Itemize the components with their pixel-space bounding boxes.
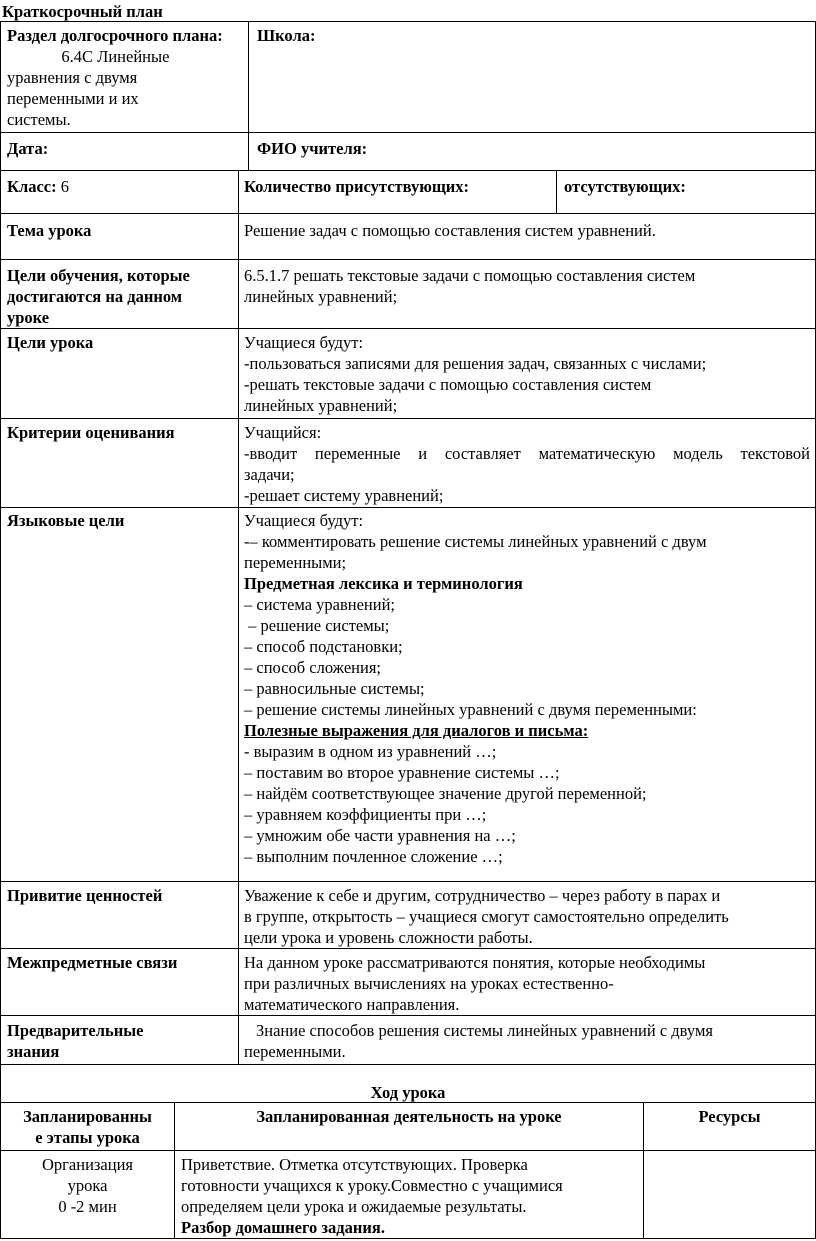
criteria-label: Критерии оценивания: [7, 423, 175, 442]
section-value-line: системы.: [7, 110, 71, 129]
table-rule: [0, 259, 816, 260]
phrase-item: – найдём соответствующее значение другой переменной;: [244, 784, 647, 803]
lexicon-item: – решение системы;: [244, 616, 390, 635]
table-rule: [0, 418, 816, 419]
prior-knowledge-text: [244, 1020, 713, 1062]
learning-goals-line: линейных уравнений;: [244, 287, 398, 306]
cross-links-label: Межпредметные связи: [7, 953, 178, 972]
phrase-item: – выполним почленное сложение …;: [244, 847, 503, 866]
criteria-text: [244, 422, 810, 506]
activity-cell: [181, 1154, 563, 1238]
class-value: 6: [60, 177, 69, 196]
absent-label: отсутствующих:: [564, 177, 686, 196]
section-value-line: 6.4С Линейные: [61, 47, 170, 66]
prior-knowledge-label-line: Предварительные: [7, 1021, 144, 1040]
lexicon-item: – равносильные системы;: [244, 679, 425, 698]
prior-knowledge-line: Знание способов решения системы линейных уравнений с двумя: [256, 1021, 713, 1040]
activity-line: определяем цели урока и ожидаемые результаты.: [181, 1197, 527, 1216]
cross-links-line: На данном уроке рассматриваются понятия, которые необходимы: [244, 953, 706, 972]
lexicon-item: – система уравнений;: [244, 595, 396, 614]
language-goal-line: -– комментировать решение системы линейных уравнений с двум: [244, 532, 707, 551]
class-cell: [7, 176, 69, 197]
criteria-line: Учащийся:: [244, 423, 322, 442]
table-rule: [0, 170, 816, 171]
planned-stages-header-line: е этапы урока: [35, 1128, 140, 1147]
criteria-line: -решает систему уравнений;: [244, 486, 444, 505]
lexicon-heading: Предметная лексика и терминология: [244, 574, 523, 593]
planned-activity-header: Запланированная деятельность на уроке: [256, 1107, 562, 1126]
planned-stages-header-line: Запланированны: [23, 1107, 152, 1126]
language-goals-label: Языковые цели: [7, 511, 125, 530]
phrase-item: – умножим обе части уравнения на …;: [244, 826, 516, 845]
language-goals-text: [244, 510, 810, 867]
language-goal-line: Учащиеся будут:: [244, 511, 364, 530]
phrase-item: – поставим во второе уравнение системы …;: [244, 763, 560, 782]
values-label: Привитие ценностей: [7, 886, 163, 905]
table-rule: [248, 21, 249, 170]
learning-goals-label-line: уроке: [7, 308, 50, 327]
activity-line: Приветствие. Отметка отсутствующих. Проверка: [181, 1155, 528, 1174]
learning-goals-label-line: достигаются на данном: [7, 287, 183, 306]
section-label: Раздел долгосрочного плана:: [7, 26, 223, 45]
activity-line: готовности учащихся к уроку.Совместно с учащимися: [181, 1176, 563, 1195]
table-rule: [0, 948, 816, 949]
resources-header: Ресурсы: [698, 1107, 761, 1126]
learning-goals-label-line: Цели обучения, которые: [7, 266, 190, 285]
school-label: Школа:: [257, 26, 316, 45]
lesson-goal-line: -пользоваться записями для решения задач, связанных с числами;: [244, 354, 707, 373]
phrase-item: - выразим в одном из уравнений …;: [244, 742, 497, 761]
present-label: Количество присутствующих:: [244, 177, 470, 196]
table-rule: [0, 213, 816, 214]
planned-stages-header: [1, 1106, 174, 1148]
lesson-goal-line: линейных уравнений;: [244, 396, 398, 415]
date-label: Дата:: [7, 139, 49, 158]
table-rule: [0, 1150, 816, 1151]
learning-goals-value: [244, 265, 695, 307]
table-rule: [0, 21, 816, 22]
stage-line: 0 -2 мин: [58, 1197, 117, 1216]
table-rule: [0, 1064, 816, 1065]
lesson-flow-heading: Ход урока: [370, 1083, 446, 1102]
lexicon-item: – решение системы линейных уравнений с двумя переменными:: [244, 700, 697, 719]
section-value-line: уравнения с двумя: [7, 68, 138, 87]
table-rule: [0, 881, 816, 882]
stage-cell: [1, 1154, 174, 1217]
learning-goals-line: 6.5.1.7 решать текстовые задачи с помощью составления систем: [244, 266, 696, 285]
phrase-item: – уравняем коэффициенты при …;: [244, 805, 487, 824]
table-rule: [0, 507, 816, 508]
table-rule: [0, 1238, 816, 1239]
values-line: цели урока и уровень сложности работы.: [244, 928, 533, 947]
cross-links-text: [244, 952, 705, 1015]
lexicon-item: – способ сложения;: [244, 658, 382, 677]
teacher-label: ФИО учителя:: [257, 139, 368, 158]
cross-links-line: при различных вычислениях на уроках естественно-: [244, 974, 614, 993]
table-rule: [0, 132, 816, 133]
prior-knowledge-line: переменными.: [244, 1042, 346, 1061]
values-line: в группе, открытость – учащиеся смогут самостоятельно определить: [244, 907, 729, 926]
table-rule: [0, 1015, 816, 1016]
criteria-line: задачи;: [244, 465, 295, 484]
phrases-heading: Полезные выражения для диалогов и письма:: [244, 721, 589, 740]
language-goal-line: переменными;: [244, 553, 347, 572]
cross-links-line: математического направления.: [244, 995, 460, 1014]
lesson-goals-list: [244, 332, 706, 416]
lexicon-item: – способ подстановки;: [244, 637, 403, 656]
prior-knowledge-label-line: знания: [7, 1042, 60, 1061]
table-rule: [0, 21, 1, 1238]
learning-goals-label: [7, 265, 190, 328]
stage-line: Организация: [41, 1155, 133, 1174]
document-title: Краткосрочный план: [2, 2, 163, 21]
prior-knowledge-label: [7, 1020, 143, 1062]
section-value-line: переменными и их: [7, 89, 139, 108]
table-rule: [238, 170, 239, 1064]
lesson-goals-label: Цели урока: [7, 333, 94, 352]
values-line: Уважение к себе и другим, сотрудничество – через работу в парах и: [244, 886, 721, 905]
table-rule: [0, 328, 816, 329]
stage-line: урока: [67, 1176, 108, 1195]
lesson-goal-line: -решать текстовые задачи с помощью составления систем: [244, 375, 652, 394]
criteria-line: -вводит переменные и составляет математическую модель текстовой: [244, 444, 810, 463]
topic-value: Решение задач с помощью составления систем уравнений.: [244, 221, 656, 240]
table-rule: [556, 170, 557, 213]
values-text: [244, 885, 729, 948]
lesson-goal-line: Учащиеся будут:: [244, 333, 364, 352]
activity-line: Разбор домашнего задания.: [181, 1218, 385, 1237]
topic-label: Тема урока: [7, 221, 92, 240]
section-value: [7, 25, 243, 130]
class-label: Класс:: [7, 177, 57, 196]
